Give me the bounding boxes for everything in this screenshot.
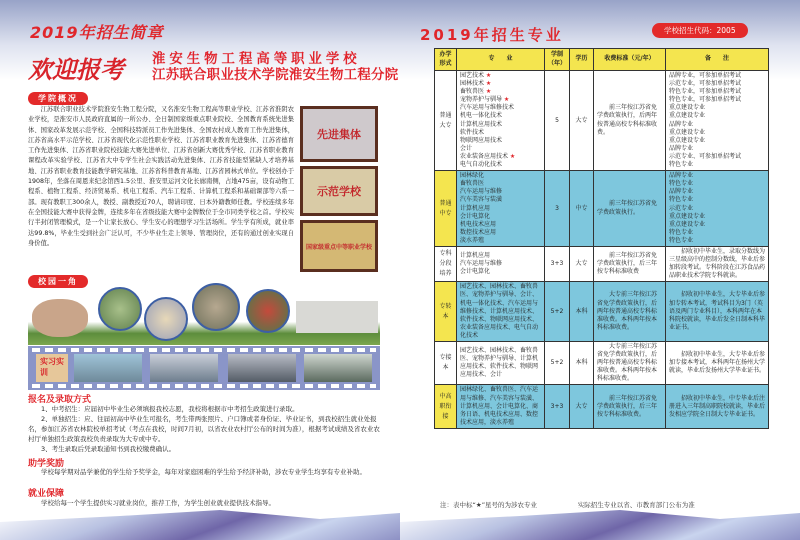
right-page: [400, 0, 800, 540]
star-icon: ★: [508, 152, 516, 160]
practice-photo: [304, 354, 372, 382]
cell-line: 畜牧兽医 ★: [460, 88, 492, 96]
fee-cell: 前三年按江苏省免学费政策执行，后三年按专科标准收费: [594, 246, 666, 281]
cell-line: 物联网应用技术: [460, 136, 503, 144]
campus-photo: [144, 297, 188, 341]
admission-item: 2、单独招生：应、往届初高中毕业生可报名，考生带两张照片、户口簿或者身份证、毕业证书，到我校招生就业处报名，参加江苏省农林院校单招考试（考点在我校，时间7月初，以省农业农村厅公布的时间为准），根据考试成绩及省农业农村厅单独招生政策我校负责录取为大专或中专。: [28, 415, 380, 443]
table-header-cell: 备 注: [666, 49, 769, 71]
fee-cell: 大专前三年按江苏省免学费政策执行，后两年按普通高校专科标准收费。本科两年按本科标准收费。: [594, 282, 666, 342]
table-header-cell: 学历: [570, 49, 594, 71]
star-icon: ★: [484, 80, 492, 88]
program-type-cell: 普通大专: [435, 71, 457, 171]
program-type-cell: 专转本: [435, 282, 457, 342]
admission-item: 1、中考招生：应届初中毕业生必须填报我校志愿，我校将根据市中考招生政策进行录取。: [41, 405, 299, 413]
decorative-polygon-band: [0, 510, 400, 540]
years-cell: 5+2: [545, 342, 570, 385]
campus-photo: [192, 283, 240, 331]
cell-line: 会计: [460, 144, 473, 152]
note-official: 实际招生专业以省、市教育部门公布为准: [577, 501, 695, 509]
years-cell: 3+3: [545, 385, 570, 428]
plaque-national: [300, 220, 378, 272]
cell-line: 品牌专业: [669, 120, 694, 128]
cell-line: 特色专业: [669, 180, 694, 188]
degree-cell: 中专: [570, 171, 594, 247]
cell-line: 机电一体化技术: [460, 112, 503, 120]
cell-line: 淡水养殖: [460, 236, 485, 244]
majors-title: 2019年招生专业: [420, 26, 564, 44]
cell-line: 品牌专业: [669, 188, 694, 196]
cell-line: 园林绿化、畜牧兽医、汽车运用与维修、汽车美容与装潢、计算机应用、会计电算化、商务日语、机电技术应用、数控技术应用，淡水养殖: [460, 386, 539, 426]
film-holes: [32, 348, 376, 352]
cell-line: 品牌专业: [669, 172, 694, 180]
cell-line: 计算机应用技术: [460, 120, 503, 128]
table-row: [435, 385, 769, 428]
table-row: [435, 71, 769, 171]
cell-line: 计算机应用: [460, 252, 491, 260]
cell-line: 特色专业: [669, 228, 694, 236]
years-cell: 3: [545, 171, 570, 247]
table-header-cell: 专 业: [457, 49, 545, 71]
program-type-cell: 专接本: [435, 342, 457, 385]
plaque-text: 先进集体: [317, 128, 361, 141]
star-icon: ★: [484, 72, 492, 79]
years-cell: 5+2: [545, 282, 570, 342]
cell-line: 重点建设专业: [669, 212, 706, 220]
majors-cell: [457, 246, 545, 281]
majors-cell: [457, 71, 545, 171]
cell-line: 数控技术应用: [460, 228, 497, 236]
plaque-text: 示范学校: [317, 185, 361, 198]
practice-photo: [228, 354, 296, 382]
admission-item: 3、考生录取后凭录取通知书到我校缴费确认。: [41, 445, 176, 453]
cell-line: 会计电算化: [460, 268, 491, 276]
table-header-cell: 学制（年）: [545, 49, 570, 71]
majors-cell: [457, 282, 545, 342]
years-cell: 3+3: [545, 246, 570, 281]
cell-line: 特色专业: [669, 236, 694, 244]
fee-cell: 前三年按江苏省免学费政策执行，后两年按普通高校专科标准收费。: [594, 71, 666, 171]
majors-table: [434, 48, 769, 429]
notes-cell: [666, 171, 769, 247]
aid-text: [28, 467, 383, 477]
job-text: [28, 498, 383, 508]
practice-photo: [74, 354, 142, 382]
table-row: [435, 171, 769, 247]
practice-film-strip: [28, 346, 380, 390]
cell-line: 重点建设专业: [669, 220, 706, 228]
majors-cell: [457, 342, 545, 385]
table-row: [435, 342, 769, 385]
cell-line: 重点建设专业: [669, 136, 706, 144]
fee-cell: 前三年按江苏省免学费政策执行。: [594, 171, 666, 247]
overview-text: 江苏联合职业技术学院淮安生物工程分院，又名淮安生物工程高等职业学校、江苏省淮阴农业学校，是淮安市人民政府直属的一所公办、全日制国家级重点职业院校、全国教育系统先进集体、国家改革发展示范学校、全国科技特派员工作先进集体、全国农村成人教育工作先进集体，江苏省高水平示范学校、江苏省现代化示范性职业学校、江苏省职业教育先进集体、江苏省德育工作先进集体、江苏省职业院校技能大赛先进单位、江苏省创新大赛优秀学校、江苏省职业教育课程改革实验学校、江苏省大中专学生社会实践活动先进集体、江苏省技能型紧缺人才培养基地、江苏省职业教育技能教学研究基地、江苏省科普教育基地、江苏省园林式单位。学校创办于1908年，坐落在周恩来纪念馆西1.5公里、淮安里运河文化长廊南侧，占地475亩，设有动物工程系、植物工程系、经济贸易系、机电工程系、汽车工程系、计算机工程系和基础课部等六系一部。现有教职工300余人，教授、副教授近70人，聘请印度、日本外籍教师任教。学校连续多年在全国技能大赛中获得金牌，连续多年在省级技能大赛中金牌数位于全市同类学校之首。学校实行半封闭管理模式，是一个让家长放心、学生安心的理想学习生活场所。学生学有所成，就业率达99.8%，毕业生受到社会广泛认可，不少毕业生走上领导、管理岗位，还有的通过创业实现自身价值。: [28, 106, 294, 247]
note-star: 注：表中标“★”星号的为涉农专业: [440, 501, 538, 509]
cell-line: 示范专业: [669, 204, 694, 212]
brochure-year-title: 2019年招生简章: [30, 23, 164, 42]
table-row: [435, 282, 769, 342]
film-holes: [32, 384, 376, 388]
cell-line: 畜牧兽医: [460, 180, 485, 188]
campus-stone-image: [32, 299, 88, 337]
plaque-advanced: [300, 106, 378, 162]
cell-line: 招收初中毕业生，大专毕业后参加专接本考试，本科两年在扬州大学就读，毕业后发扬州大学毕业证书。: [669, 351, 766, 375]
cell-line: 重点建设专业: [669, 104, 706, 112]
cell-line: 园艺技术、园林技术、畜牧兽医、宠物养护与驯导、计算机应用技术、软件技术、物联网应用技术、会计: [460, 347, 539, 379]
campus-photo: [246, 289, 290, 333]
cell-line: 招收初中毕业生，录取分数线为三星级高中的控制分数线，毕业后参加转段考试。专科阶段在江苏食品药品职业技术学院专科就读。: [669, 247, 766, 280]
campus-photo-strip: [28, 287, 380, 345]
years-cell: 5: [545, 71, 570, 171]
plaque-model: [300, 166, 378, 216]
cell-line: 软件技术: [460, 128, 485, 136]
notes-cell: [666, 246, 769, 281]
cell-line: 园林绿化: [460, 172, 485, 180]
cell-line: 汽车运用与维修: [460, 260, 503, 268]
star-icon: ★: [484, 88, 492, 96]
table-row: [435, 246, 769, 281]
program-type-cell: 中高职衔接: [435, 385, 457, 428]
star-icon: ★: [502, 96, 510, 104]
admission-text: [28, 404, 383, 454]
cell-line: 汽车运用与维修: [460, 188, 503, 196]
cell-line: 示范专业，可参加单招考试: [669, 80, 742, 88]
fee-cell: 大专前三年按江苏省免学费政策执行，后两年按普通高校专科标准收费。本科两年按本科标准收费。: [594, 342, 666, 385]
admission-heading: 报名及录取方式: [28, 395, 92, 405]
cell-line: 汽车美容与装潢: [460, 196, 503, 204]
welcome-heading: 欢迎报考: [28, 55, 124, 84]
overview-label: 学院概况: [28, 92, 88, 105]
job-heading: 就业保障: [28, 489, 65, 499]
campus-label: 校园一角: [28, 275, 88, 288]
cell-line: 招收初中毕业生，中专毕业后注册进入三年制高职院校就读，毕业后发相应学院全日制大专毕业证书。: [669, 394, 766, 418]
cell-line: 计算机应用: [460, 204, 491, 212]
school-names: [152, 52, 398, 84]
campus-gate-image: [296, 301, 378, 333]
degree-cell: 大专: [570, 246, 594, 281]
cell-line: 会计电算化: [460, 212, 491, 220]
job-paragraph: 学校给每一个学生提供实习就业岗位，推荐工作，为学生创业就业提供技术指导。: [41, 499, 275, 507]
program-type-cell: 普通中专: [435, 171, 457, 247]
school-name-1: 淮安生物工程高等职业学校: [152, 52, 361, 67]
degree-cell: 大专: [570, 385, 594, 428]
aid-paragraph: 学校每学期对品学兼优的学生给予奖学金，每年对家庭困难的学生给予经济补助，涉农专业学生均享有专业补助。: [41, 468, 366, 476]
table-header-row: [435, 49, 769, 71]
decorative-polygon-band: [400, 510, 800, 540]
aid-heading: 助学奖励: [28, 459, 65, 469]
cell-line: 品牌专业: [669, 144, 694, 152]
cell-line: 重点建设专业: [669, 128, 706, 136]
notes-cell: [666, 282, 769, 342]
table-header-cell: 收费标准（元/年）: [594, 49, 666, 71]
school-code-badge: 学校招生代码：2005: [652, 23, 748, 38]
cell-line: 品牌专业，可参加单招考试: [669, 72, 742, 79]
fee-cell: 前三年按江苏省免学费政策执行，后三年按专科标准收费。: [594, 385, 666, 428]
degree-cell: 本科: [570, 342, 594, 385]
school-name-2: 江苏联合职业技术学院淮安生物工程分院: [152, 68, 399, 83]
cell-line: 园艺技术 ★: [460, 72, 492, 79]
cell-line: 农业装备应用技术 ★: [460, 152, 516, 160]
plaque-text: 国家级重点中等职业学校: [305, 243, 372, 251]
campus-photo: [98, 287, 142, 331]
notes-cell: [666, 71, 769, 171]
cell-line: 汽车运用与维修技术: [460, 104, 515, 112]
practice-photo: [150, 354, 218, 382]
cell-line: 园艺技术、园林技术、畜牧兽医、宠物养护与驯导、会计、机电一体化技术、汽车运用与维修技术、计算机应用技术、软件技术、物联网应用技术、农业装备应用技术、电气自动化技术: [460, 283, 539, 339]
cell-line: 特色专业，可参加单招考试: [669, 88, 742, 96]
cell-line: 重点建设专业: [669, 112, 706, 120]
degree-cell: 大专: [570, 71, 594, 171]
cell-line: 特色专业，可参加单招考试: [669, 96, 742, 104]
majors-cell: [457, 385, 545, 428]
notes-cell: [666, 342, 769, 385]
cell-line: 机电技术应用: [460, 220, 497, 228]
majors-cell: [457, 171, 545, 247]
cell-line: 宠物养护与驯导 ★: [460, 96, 510, 104]
degree-cell: 本科: [570, 282, 594, 342]
program-type-cell: 专科分段培养: [435, 246, 457, 281]
table-note: [440, 500, 695, 509]
table-header-cell: 办学形式: [435, 49, 457, 71]
notes-cell: [666, 385, 769, 428]
cell-line: 招收初中毕业生，大专毕业后参加专转本考试，考试科目为3门（英语及两门专业科目），本科两年在本科院校就读，毕业后发全日制本科毕业证书。: [669, 291, 766, 331]
practice-label: 实习实训: [36, 354, 68, 382]
cell-line: 特色专业: [669, 196, 694, 204]
cell-line: 园林技术 ★: [460, 80, 492, 88]
cell-line: 电气自动化技术: [460, 161, 503, 169]
cell-line: 示范专业、可参加单招考试: [669, 152, 742, 160]
cell-line: 特色专业: [669, 161, 694, 169]
